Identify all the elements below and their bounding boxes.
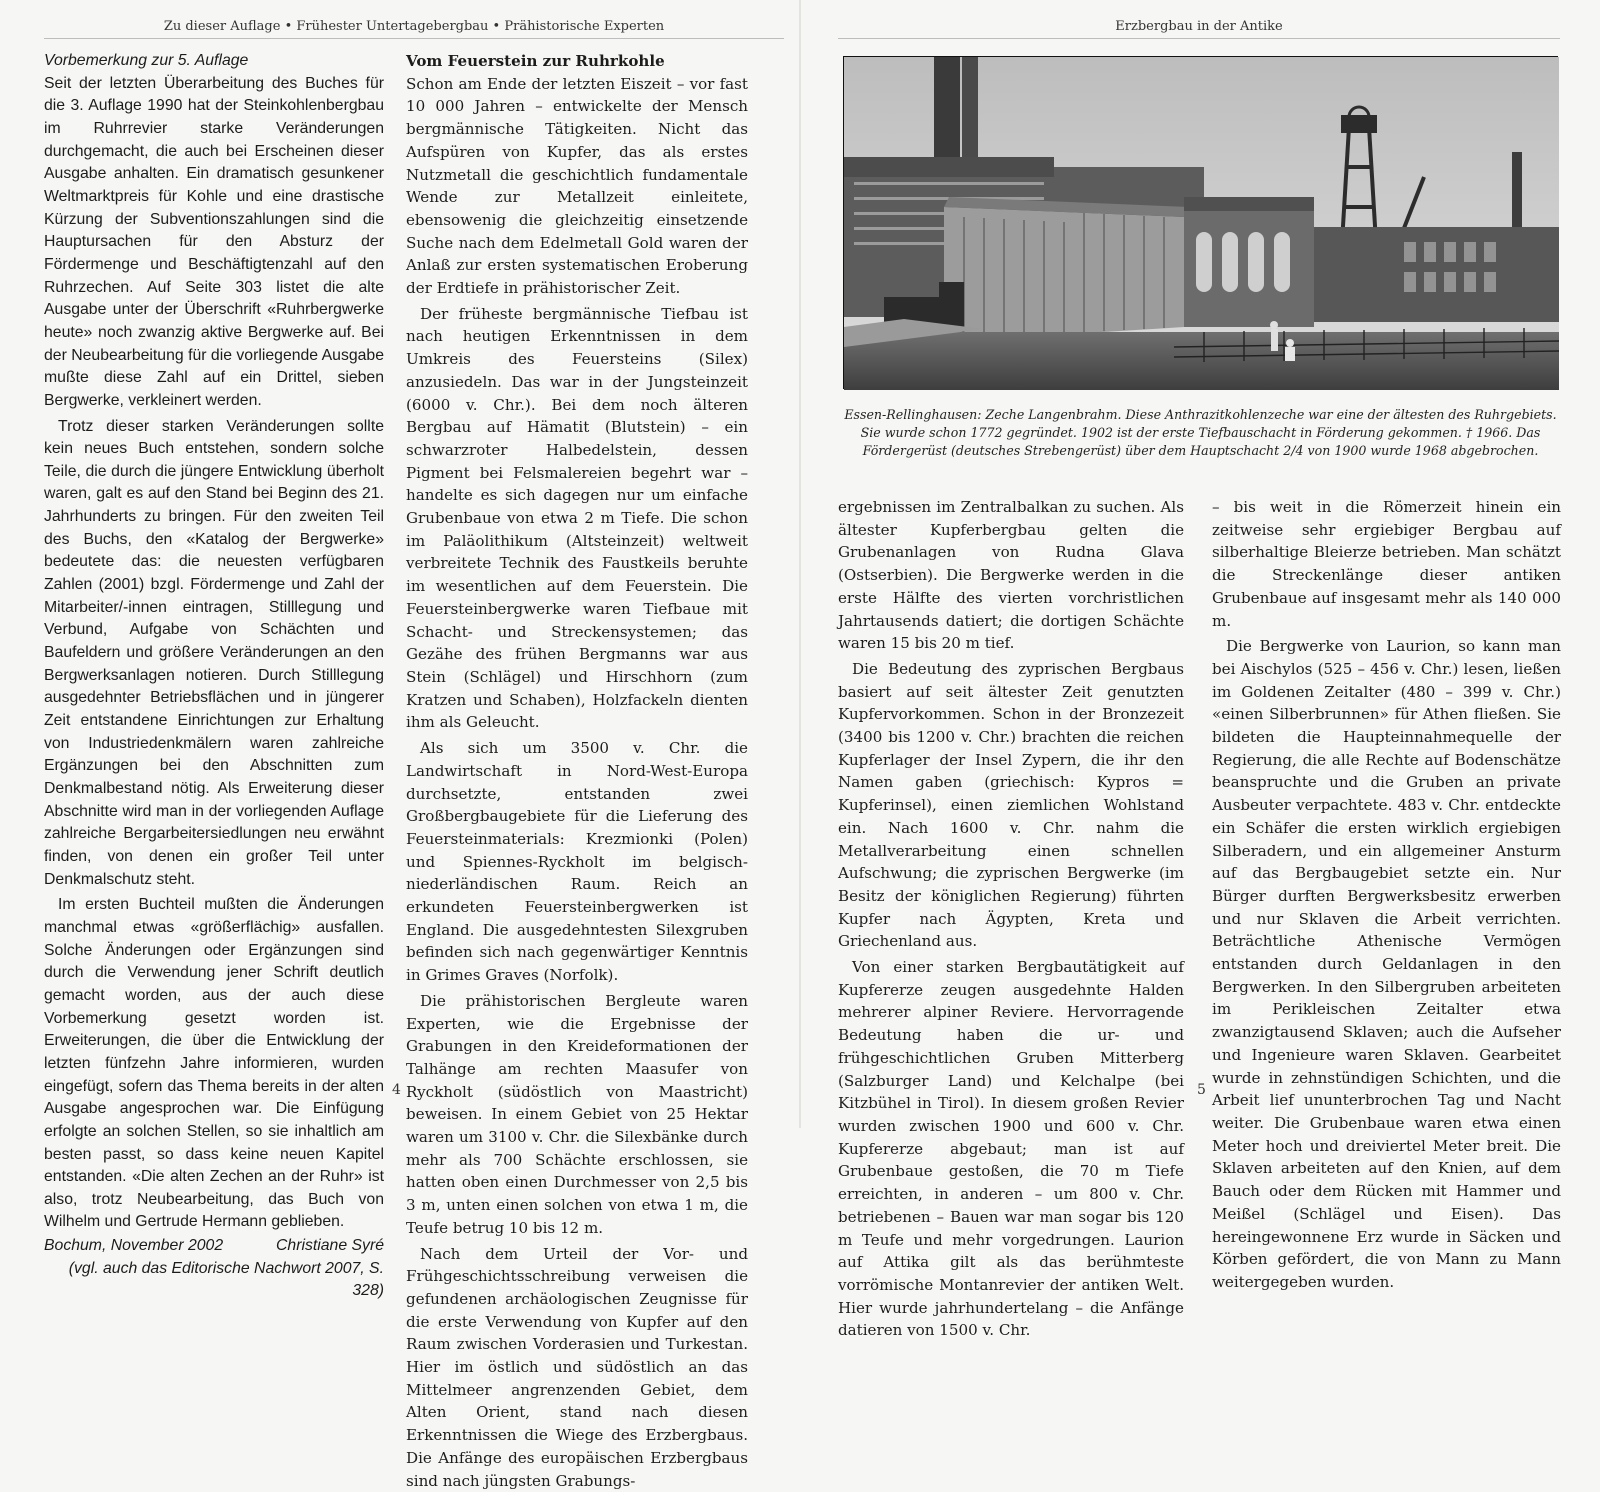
head-rule-left [44,38,784,39]
running-head-right: Erzbergbau in der Antike [1115,19,1283,34]
body-paragraph: Der früheste bergmännische Tiefbau ist nach heutigen Erkenntnissen in dem Umkreis des Feuersteins (Silex) anzusiedeln. Das war in der Jungsteinzeit (6000 v. Chr.). Bei dem noch älteren Bergbau auf Hämatit (Blutstein) – ein schwarzroter Halbedelstein, dessen Pigment bei Felsmalereien begehrt war – handelte es sich dagegen nur um einfache Grubenbaue von etwa 2 m Tiefe. Die schon im Paläolithikum (Altsteinzeit) weltweit verbreitete Technik des Faustkeils beruhte im wesentlichen auf dem Feuerstein. Die Feuersteinbergwerke waren Tiefbaue mit Schacht- und Streckensystemen; das Gezähe des frühen Bergmanns war aus Stein (Schlägel) und Hirschhorn (zum Kratzen und Schaben), Holzfackeln dienten ihm als Geleucht. [406,304,748,732]
preface-paragraph: Im ersten Buchteil mußten die Änderungen manchmal etwas «größerflächig» ausfallen. Solche Änderungen oder Ergänzungen sind durch die Verwendung jener Schrift deutlich gemacht worden, aus der auch diese Vorbemerkung gesetzt worden ist. Erweiterungen, die über die Entwicklung der letzten fünfzehn Jahre informieren, wurden eingefügt, sofern das Thema bereits in der alten Ausgabe angesprochen war. Die Einfügung erfolgte an solchen Stellen, so sie inhaltlich am besten passt, so dass keine neuen Kapitel entstanden. «Die alten Zechen an der Ruhr» ist also, trotz Neubearbeitung, das Buch von Wilhelm und Gertrude Hermann geblieben. [44,896,384,1231]
preface-column [44,50,384,1303]
editorial-note: (vgl. auch das Editorische Nachwort 2007, S. 328) [68,1259,384,1300]
body-paragraph: Die prähistorischen Bergleute waren Experten, wie die Ergebnisse der Grabungen in den Kreideformationen der Talhänge am rechten Maasufer von Ryckholt (südöstlich von Maastricht) beweisen. In einem Gebiet von 25 Hektar waren um 3100 v. Chr. die Silexbänke durch mehr als 700 Schächte erschlossen, sie hatten oben einen Durchmesser von 2,5 bis 3 m, unten einen solchen von etwa 1 m, die Teufe betrug 10 bis 12 m. [406,991,748,1237]
preface-signature [44,1235,384,1258]
preface-title: Vorbemerkung zur 5. Auflage [44,52,249,69]
preface-paragraph: Seit der letzten Überarbeitung des Buches für die 3. Auflage 1990 hat der Steinkohlenbergbau im Ruhrrevier starke Veränderungen durchgemacht, die auch bei Erscheinen dieser Ausgabe anhalten. Ein dramatisch gesunkener Weltmarktpreis für Kohle und eine drastische Kürzung der Subventionszahlungen sind die Hauptursachen für den Absturz der Fördermenge und Beschäftigtenzahl auf den Ruhrzechen. Auf Seite 303 listet die alte Ausgabe unter der Überschrift «Ruhrbergwerke heute» noch zwanzig aktive Bergwerke auf. Bei der Neubearbeitung für die vorliegende Ausgabe mußte diese Zahl auf ein Drittel, sieben Bergwerke, verkleinert werden. [44,74,384,409]
author-name: Christiane Syré [276,1237,384,1255]
body-paragraph: ergebnissen im Zentralbalkan zu suchen. Als ältester Kupferbergbau gelten die Grubenanlagen von Rudna Glava (Ostserbien). Die Bergwerke werden in die erste Hälfte des vierten vorchristlichen Jahrtausends datiert; die dortigen Schächte waren 15 bis 20 m tief. [838,498,1184,653]
colliery-photo [843,56,1558,389]
section-title: Vom Feuerstein zur Ruhrkohle [406,52,665,70]
running-head-left: Zu dieser Auflage • Frühester Untertagebergbau • Prähistorische Experten [163,19,665,34]
body-paragraph: Die Bedeutung des zyprischen Bergbaus basiert auf seit ältester Zeit genutzten Kupfervorkommen. Schon in der Bronzezeit (3400 bis 1200 v. Chr.) brachten die reichen Kupferlager der Insel Zypern, die ihr den Namen gaben (griechisch: Kypros = Kupferinsel), einen ziemlichen Wohlstand ein. Nach 1600 v. Chr. nahm die Metallverarbeitung einen schnellen Aufschwung; die zyprischen Bergwerke (im Besitz der königlichen Regierung) führten Kupfer nach Ägypten, Kreta und Griechenland aus. [838,659,1184,951]
right-column-2 [1212,496,1561,1294]
body-paragraph: Die Bergwerke von Laurion, so kann man bei Aischylos (525 – 456 v. Chr.) lesen, ließen im Goldenen Zeitalter (480 – 399 v. Chr.) «einen Silberbrunnen» für Athen fließen. Sie bildeten die Haupteinnahmequelle der Regierung, die alle Rechte auf Bodenschätze beanspruchte und die Gruben an private Ausbeuter verpachtete. 483 v. Chr. entdeckte ein Schäfer die ersten wirklich ergiebigen Silberadern, und ein allgemeiner Ansturm auf das Bergbaugebiet setzte ein. Nur Bürger durften Bergwerksbesitz erwerben und nur Sklaven die Arbeit verrichten. Beträchtliche Athenische Vermögen entstanden durch Geldanlagen in den Bergwerken. In den Silbergruben arbeiteten im Perikleischen Zeitalter etwa zwanzigtausend Sklaven; auch die Aufseher und Ingenieure waren Sklaven. Gearbeitet wurde in zehnstündigen Schichten, und die Arbeit lief ununterbrochen Tag und Nacht weiter. Die Grubenbaue waren etwa einen Meter hoch und dreiviertel Meter breit. Die Sklaven arbeiteten auf den Knien, auf dem Bauch oder dem Rücken mit Hammer und Meißel (Schlägel und Eisen). Das hereingewonnene Erz wurde in Säcken und Körben gefördert, die von Mann zu Mann weitergegeben wurden. [1212,637,1561,1291]
body-paragraph: Nach dem Urteil der Vor- und Frühgeschichtsschreibung verweisen die gefundenen archäologischen Zeugnisse für die erste Verwendung von Kupfer auf den Raum zwischen Vorderasien und Turkestan. Hier im östlich und südöstlich an das Mittelmeer angrenzenden Gebiet, dem Alten Orient, stand nach diesen Erkenntnissen die Wiege des Erzbergbaus. Die Anfänge des europäischen Erzbergbaus sind nach jüngsten Grabungs- [406,1244,748,1490]
body-paragraph: Schon am Ende der letzten Eiszeit – vor fast 10 000 Jahren – entwickelte der Mensch bergmännische Tätigkeiten. Nicht das Aufspüren von Kupfer, das als erstes Nutzmetall die geschichtlich fundamentale Wende zur Metallzeit einleitete, ebensowenig die gleichzeitig einsetzende Suche nach dem Edelmetall Gold waren der Anlaß zur ersten systematischen Eroberung der Erdtiefe in prähistorischer Zeit. [406,74,748,298]
body-paragraph: Von einer starken Bergbautätigkeit auf Kupfererze zeugen ausgedehnte Halden mehrerer alpiner Reviere. Hervorragende Bedeutung haben die ur- und frühgeschichtlichen Gruben Mitterberg (Salzburger Land) und Kelchalpe (bei Kitzbühel in Tirol). In diesem großen Revier wurden zwischen 1900 und 600 v. Chr. Kupfererze abgebaut; man ist auf Grubenbaue gestoßen, die 70 m Tiefe erreichten, in anderen – um 800 v. Chr. betriebenen – Bauen war man sogar bis 120 m Teufe und mehr vorgedrungen. Laurion auf Attika gilt als das berühmteste vorrömische Montanrevier der antiken Welt. Hier wurde jahrhundertelang – die Anfänge datieren von 1500 v. Chr. [838,958,1184,1340]
page-number-left: 4 [392,1082,401,1098]
page-number-right: 5 [1197,1082,1206,1098]
body-paragraph: Als sich um 3500 v. Chr. die Landwirtschaft in Nord-West-Europa durchsetzte, entstanden zwei Großbergbaugebiete für die Lieferung des Feuersteinmaterials: Krezmionki (Polen) und Spiennes-Ryckholt im belgisch-niederländischen Raum. Reich an erkundeten Feuersteinbergwerken ist England. Die ausgedehntesten Silexgruben befinden sich nach gegenwärtiger Kenntnis in Grimes Graves (Norfolk). [406,739,748,985]
page-spine [799,0,801,1128]
section-column [406,50,748,1492]
body-paragraph: – bis weit in die Römerzeit hinein ein zeitweise sehr ergiebiger Bergbau auf silberhaltige Bleierze betrieben. Man schätzt die Streckenlänge dieser antiken Grubenbaue auf insgesamt mehr als 140 000 m. [1212,498,1561,630]
photo-caption: Essen-Rellinghausen: Zeche Langenbrahm. Diese Anthrazitkohlenzeche war eine der ältesten des Ruhrgebiets. Sie wurde schon 1772 gegründet. 1902 ist der erste Tiefbauschacht in Förderung gekommen. † 1966. Das Fördergerüst (deutsches Strebengerüst) über dem Hauptschacht 2/4 von 1900 wurde 1968 abgebrochen. [844,407,1557,458]
place-date: Bochum, November 2002 [44,1237,224,1255]
right-column-1 [838,496,1184,1342]
preface-paragraph: Trotz dieser starken Veränderungen sollte kein neues Buch entstehen, sondern solche Teile, die durch die jüngere Entwicklung überholt waren, galt es auf den Stand bei Beginn des 21. Jahrhunderts zu bringen. Für den zweiten Teil des Buchs, den «Katalog der Bergwerke» bedeutete das: die neuesten verfügbaren Zahlen (2001) bzgl. Fördermenge und Zahl der Mitarbeiter/-innen eintragen, Stilllegung und Verbund, Aufgabe von Schächten und Baufeldern und größere Veränderungen an den Bergwerksanlagen notieren. Durch Stilllegung ausgedehnter Betriebsflächen und in jüngerer Zeit entstandene Einrichtungen zur Erhaltung von Industriedenkmälern waren zahlreiche Ergänzungen bei den Abschnitten zum Denkmalbestand nötig. Als Erweiterung dieser Abschnitte wird man in der vorliegenden Auflage zahlreiche Bergarbeitersiedlungen neu erwähnt finden, von denen ein großer Teil unter Denkmalschutz steht. [44,417,384,888]
head-rule-right [838,38,1560,39]
